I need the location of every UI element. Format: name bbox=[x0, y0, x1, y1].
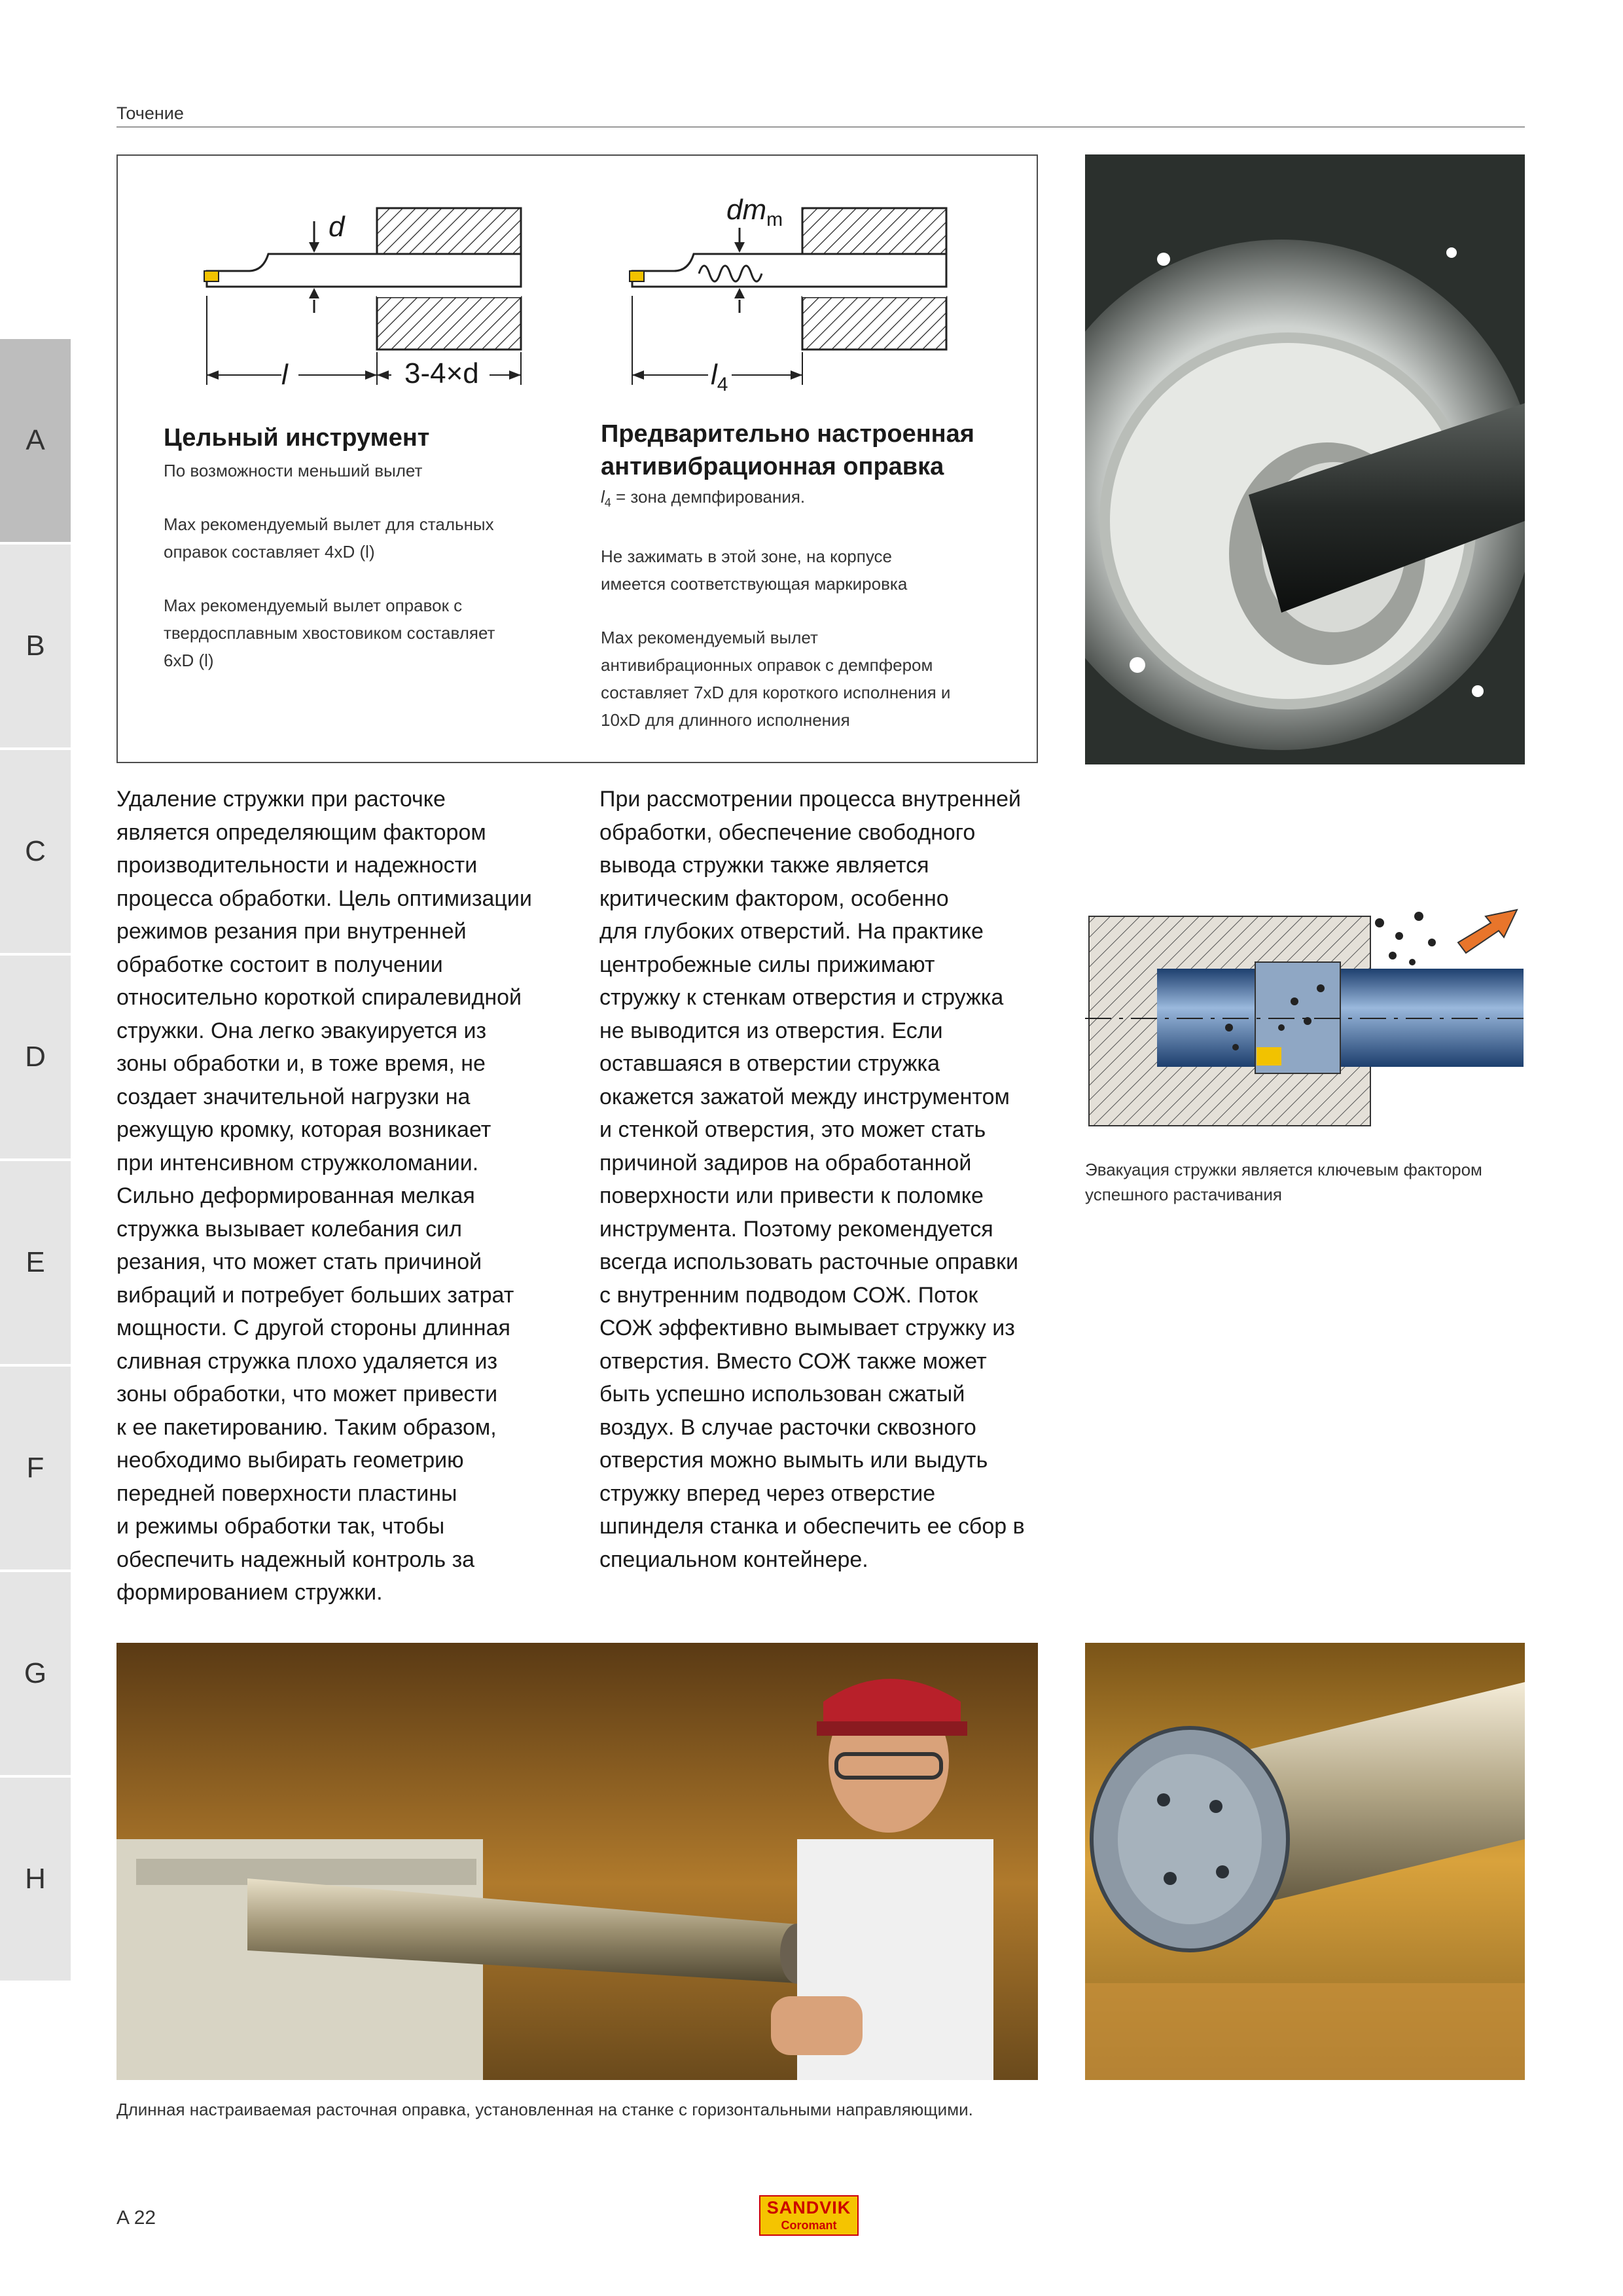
section-tabs bbox=[0, 339, 71, 1983]
label-overhang: 3-4×d bbox=[404, 357, 479, 389]
boring-bar-diagrams bbox=[118, 156, 1037, 404]
tab-c[interactable]: C bbox=[0, 750, 71, 953]
anti-vibration-section bbox=[601, 418, 1026, 760]
chip-evacuation-caption: Эвакуация стружки является ключевым фактором успешного растачивания bbox=[1085, 1160, 1482, 1204]
anti-vibration-bar-drawing bbox=[630, 208, 946, 385]
sandvik-coromant-logo: SANDVIK Coromant bbox=[759, 2195, 859, 2236]
solid-tool-text-2: Max рекомендуемый вылет для стальных оправок составляет 4xD (l) bbox=[164, 514, 494, 562]
tab-e[interactable]: E bbox=[0, 1161, 71, 1364]
label-l: l bbox=[281, 359, 288, 391]
chip-evacuation-drawing bbox=[1085, 897, 1525, 1139]
anti-vibration-text-2: Не зажимать в этой зоне, на корпусе имеется соответствующая маркировка bbox=[601, 547, 908, 594]
worker-boring-bar-photo bbox=[116, 1643, 1038, 2080]
diagram-box bbox=[116, 154, 1038, 763]
anti-vibration-title: Предварительно настроенная антивибрационная оправка bbox=[601, 420, 974, 480]
tab-a[interactable]: A bbox=[0, 339, 71, 542]
solid-tool-title: Цельный инструмент bbox=[164, 424, 430, 452]
tab-f[interactable]: F bbox=[0, 1367, 71, 1570]
label-d: d bbox=[329, 211, 345, 243]
coolant-boring-photo bbox=[1085, 154, 1525, 764]
body-column-1: Удаление стружки при расточке является определяющим фактором производительности и надежности процесса обработки. Цель оптимизации режимов резания при внутренней обработке состоит в получении относительно короткой спиралевидной стружки. Она легко эвакуируется из зоны обработки и, в тоже время, не создает значительной нагрузки на режущую кромку, которая возникает при интенсивном стружколомании. Сильно деформированная мелкая стружка вызывает колебания сил резания, что может стать причиной вибраций и потребует больших затрат мощности. С другой стороны длинная сливная стружка плохо удаляется из зоны обработки, что может привести к ее пакетированию. Таким образом, необходимо выбирать геометрию передней поверхности пластины и режимы обработки так, чтобы обеспечить надежный контроль за формированием стружки. bbox=[116, 787, 532, 1605]
boring-head-photo bbox=[1085, 1643, 1525, 2080]
boring-bar-caption: Длинная настраиваемая расточная оправка, установленная на станке с горизонтальными направляющими. bbox=[116, 2100, 973, 2119]
tab-b[interactable]: B bbox=[0, 545, 71, 747]
page-number: A 22 bbox=[116, 2207, 156, 2229]
label-l4: $l_4$ bbox=[711, 359, 728, 395]
label-dm: $dm_m$ bbox=[726, 194, 783, 230]
solid-tool-section bbox=[164, 422, 569, 700]
solid-tool-text-1: По возможности меньший вылет bbox=[164, 461, 423, 480]
anti-vibration-text-3: Max рекомендуемый вылет антивибрационных оправок с демпфером составляет 7xD для короткого исполнения и 10xD для длинного исполнения bbox=[601, 628, 951, 730]
tab-h[interactable]: H bbox=[0, 1778, 71, 1981]
solid-tool-text-3: Max рекомендуемый вылет оправок с твердосплавным хвостовиком составляет 6xD (l) bbox=[164, 596, 495, 670]
body-column-2: При рассмотрении процесса внутренней обработки, обеспечение свободного вывода стружки также является критическим фактором, особенно для глубоких отверстий. На практике центробежные силы прижимают стружку к стенкам отверстия и стружка не выводится из отверстия. Если оставшаяся в отверстии стружка окажется зажатой между инструментом и стенкой отверстия, это может стать причиной задиров на обработанной поверхности или привести к поломке инструмента. Поэтому рекомендуется всегда использовать расточные оправки с внутренним подводом СОЖ. Поток СОЖ эффективно вымывает стружку из отверстия. Вместо СОЖ также может быть успешно использован сжатый воздух. В случае расточки сквозного отверстия можно вымыть или выдуть стружку вперед через отверстие шпинделя станка и обеспечить ее сбор в специальном контейнере. bbox=[599, 787, 1025, 1572]
anti-vibration-text-1: $l_4$ = зона демпфирования. bbox=[601, 487, 806, 510]
tab-d[interactable]: D bbox=[0, 956, 71, 1158]
header-rule bbox=[116, 126, 1525, 128]
tab-g[interactable]: G bbox=[0, 1572, 71, 1775]
section-label: Точение bbox=[116, 103, 184, 123]
